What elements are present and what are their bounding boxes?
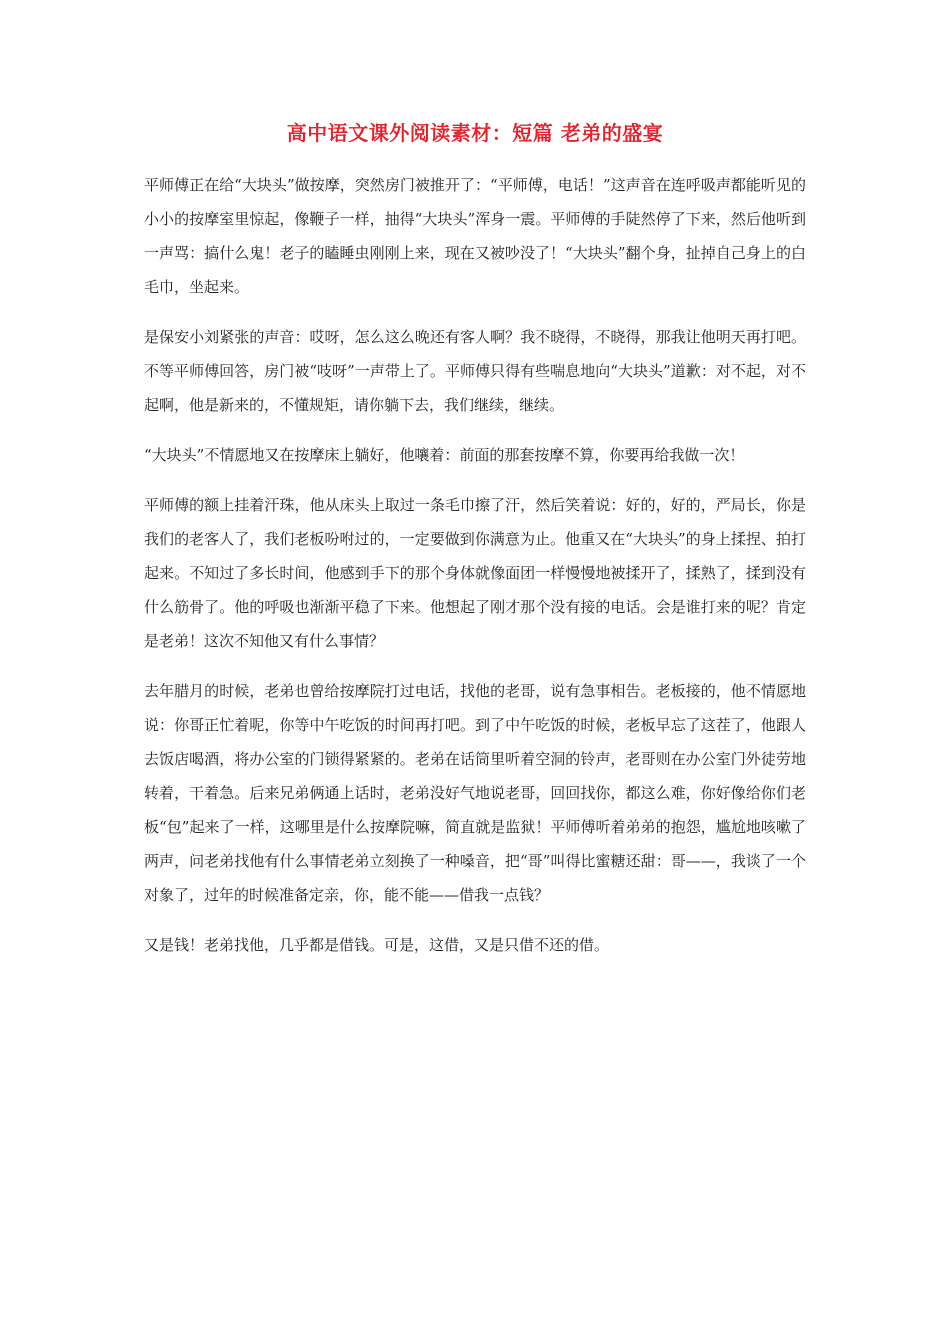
paragraph: 又是钱！老弟找他，几乎都是借钱。可是，这借，又是只借不还的借。 <box>144 936 610 954</box>
paragraph: 去年腊月的时候，老弟也曾给按摩院打过电话，找他的老哥，说有急事相告。老板接的，他不情愿地说：你哥正忙着呢，你等中午吃饭的时间再打吧。到了中午吃饭的时候，老板早忘了这茬了，他跟人去饭店喝酒，将办公室的门锁得紧紧的。老弟在话筒里听着空洞的铃声，老哥则在办公室门外徒劳地转着，干着急。后来兄弟俩通上话时，老弟没好气地说老哥，回回找你，都这么难，你好像给你们老板“包”起来了一样，这哪里是什么按摩院嘛，简直就是监狱！平师傅听着弟弟的抱怨，尴尬地咳嗽了两声，问老弟找他有什么事情老弟立刻换了一种嗓音，把“哥”叫得比蜜糖还甜：哥——，我谈了一个对象了，过年的时候准备定亲，你，能不能——借我一点钱？ <box>144 682 806 904</box>
paragraph: 是保安小刘紧张的声音：哎呀，怎么这么晚还有客人啊？我不晓得，不晓得，那我让他明天再打吧。不等平师傅回答，房门被“吱呀”一声带上了。平师傅只得有些喘息地向“大块头”道歉：对不起，对不起啊，他是新来的，不懂规矩，请你躺下去，我们继续，继续。 <box>144 328 806 414</box>
document-title: 高中语文课外阅读素材：短篇 老弟的盛宴 <box>286 121 664 145</box>
paragraph: 平师傅的额上挂着汗珠，他从床头上取过一条毛巾擦了汗，然后笑着说：好的，好的，严局长，你是我们的老客人了，我们老板吩咐过的，一定要做到你满意为止。他重又在“大块头”的身上揉捏、拍打起来。不知过了多长时间，他感到手下的那个身体就像面团一样慢慢地被揉开了，揉熟了，揉到没有什么筋骨了。他的呼吸也渐渐平稳了下来。他想起了刚才那个没有接的电话。会是谁打来的呢？肯定是老弟！这次不知他又有什么事情？ <box>144 496 806 650</box>
paragraph: “大块头”不情愿地又在按摩床上躺好，他嚷着：前面的那套按摩不算，你要再给我做一次！ <box>144 446 745 464</box>
paragraph: 平师傅正在给“大块头”做按摩，突然房门被推开了：“平师傅，电话！”这声音在连呼吸声都能听见的小小的按摩室里惊起，像鞭子一样，抽得“大块头”浑身一震。平师傅的手陡然停了下来，然后他听到一声骂：搞什么鬼！老子的瞌睡虫刚刚上来，现在又被吵没了！“大块头”翻个身，扯掉自己身上的白毛巾，坐起来。 <box>144 176 806 296</box>
